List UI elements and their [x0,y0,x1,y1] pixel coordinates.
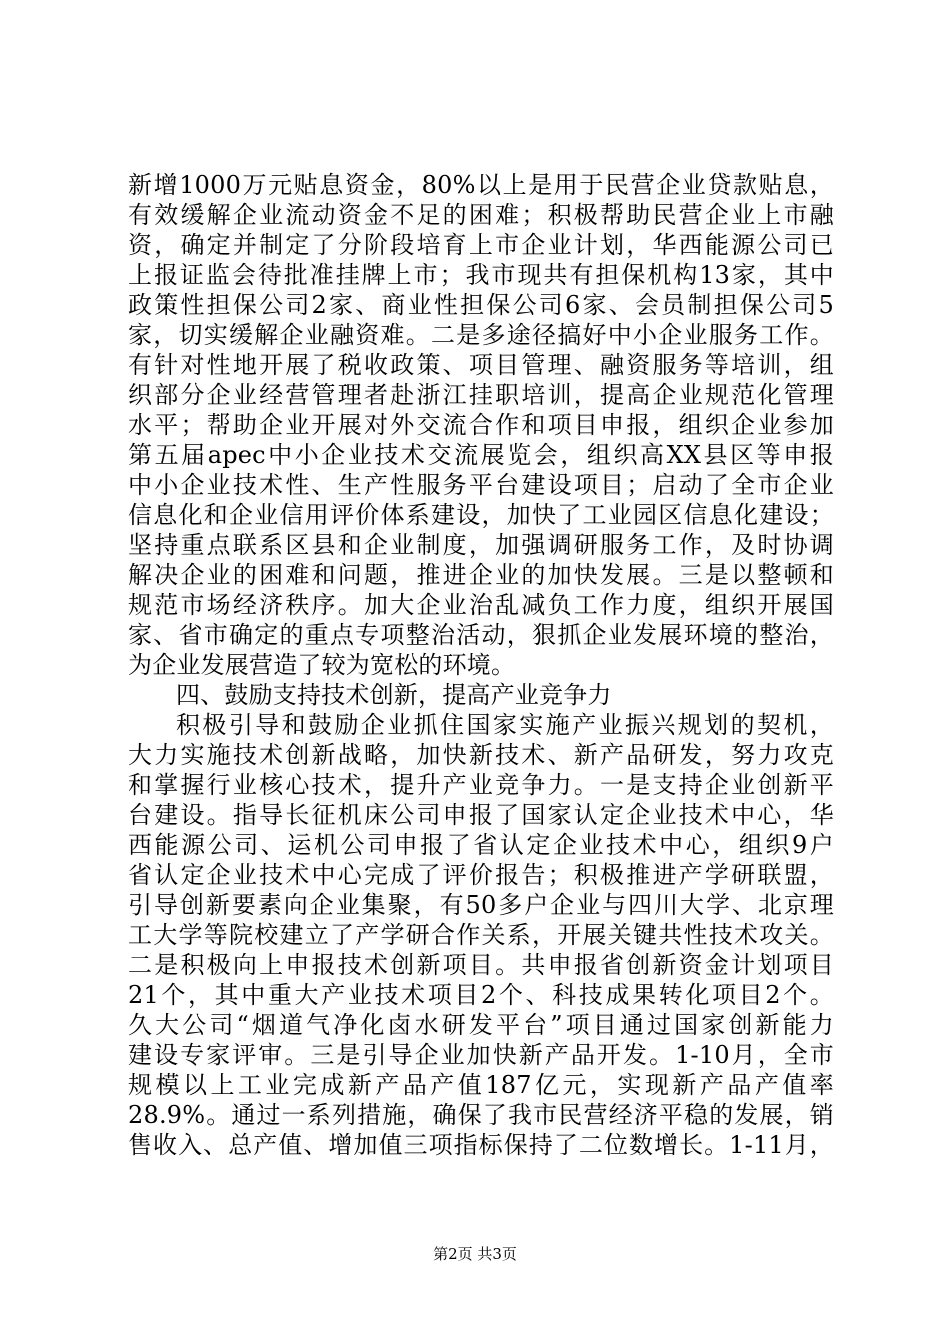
text-line: 织部分企业经营管理者赴浙江挂职培训，提高企业规范化管理 [128,381,834,409]
text-line: 家，切实缓解企业融资难。二是多途径搞好中小企业服务工作。 [128,321,834,349]
text-line: 坚持重点联系区县和企业制度，加强调研服务工作，及时协调 [128,531,834,559]
text-line: 西能源公司、运机公司申报了省认定企业技术中心，组织9户 [128,831,834,859]
text-line: 水平；帮助企业开展对外交流合作和项目申报，组织企业参加 [128,411,834,439]
text-line: 引导创新要素向企业集聚，有50多户企业与四川大学、北京理 [128,891,834,919]
text-line: 规范市场经济秩序。加大企业治乱减负工作力度，组织开展国 [128,591,834,619]
text-line: 资，确定并制定了分阶段培育上市企业计划，华西能源公司已 [128,231,834,259]
text-line: 为企业发展营造了较为宽松的环境。 [128,651,516,679]
text-line: 规模以上工业完成新产品产值187亿元，实现新产品产值率 [128,1071,834,1099]
text-line: 第五届apec中小企业技术交流展览会，组织高XX县区等申报 [128,441,834,469]
text-line: 售收入、总产值、增加值三项指标保持了二位数增长。1-11月， [128,1131,834,1159]
text-line: 新增1000万元贴息资金，80%以上是用于民营企业贷款贴息， [128,171,834,199]
text-line: 省认定企业技术中心完成了评价报告；积极推进产学研联盟， [128,861,834,889]
text-line: 二是积极向上申报技术创新项目。共申报省创新资金计划项目 [128,951,834,979]
page-number: 第2页 共3页 [433,1245,517,1263]
text-line: 家、省市确定的重点专项整治活动，狠抓企业发展环境的整治， [128,621,834,649]
text-line: 有效缓解企业流动资金不足的困难；积极帮助民营企业上市融 [128,201,834,229]
text-line: 积极引导和鼓励企业抓住国家实施产业振兴规划的契机， [176,711,834,739]
text-line: 台建设。指导长征机床公司申报了国家认定企业技术中心，华 [128,801,834,829]
text-line: 和掌握行业核心技术，提升产业竞争力。一是支持企业创新平 [128,771,834,799]
text-line: 28.9%。通过一系列措施，确保了我市民营经济平稳的发展，销 [128,1101,834,1129]
text-line: 信息化和企业信用评价体系建设，加快了工业园区信息化建设； [128,501,834,529]
text-line: 中小企业技术性、生产性服务平台建设项目；启动了全市企业 [128,471,834,499]
text-line: 有针对性地开展了税收政策、项目管理、融资服务等培训，组 [128,351,834,379]
text-line: 建设专家评审。三是引导企业加快新产品开发。1-10月，全市 [128,1041,834,1069]
document-body [128,170,834,1160]
text-line: 政策性担保公司2家、商业性担保公司6家、会员制担保公司5 [128,291,834,319]
text-line: 21个，其中重大产业技术项目2个、科技成果转化项目2个。 [128,981,834,1009]
text-line: 上报证监会待批准挂牌上市；我市现共有担保机构13家，其中 [128,261,834,289]
text-line: 久大公司“烟道气净化卤水研发平台”项目通过国家创新能力 [128,1011,834,1039]
page-footer [0,1244,950,1264]
section-heading: 四、鼓励支持技术创新，提高产业竞争力 [176,681,612,709]
text-line: 大力实施技术创新战略，加快新技术、新产品研发，努力攻克 [128,741,834,769]
text-line: 解决企业的困难和问题，推进企业的加快发展。三是以整顿和 [128,561,834,589]
text-line: 工大学等院校建立了产学研合作关系，开展关键共性技术攻关。 [128,921,834,949]
